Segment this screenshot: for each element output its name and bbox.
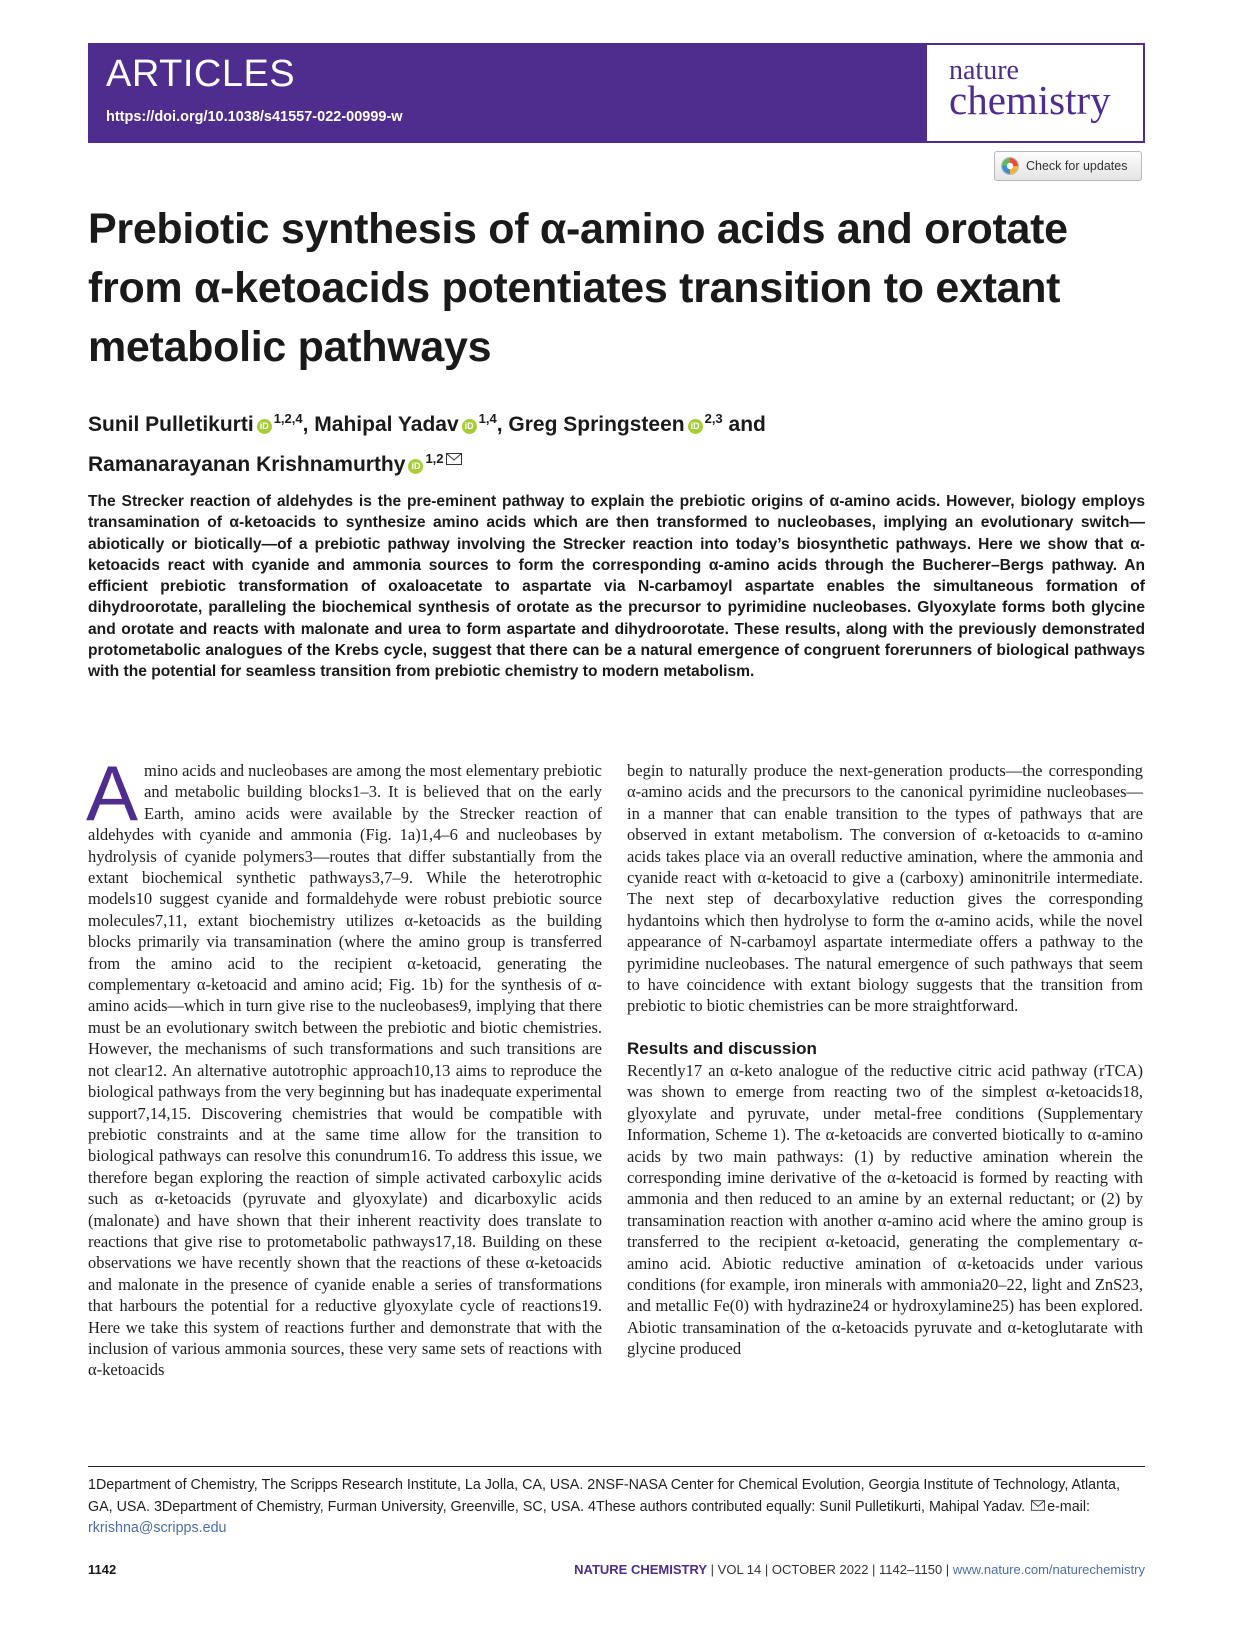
orcid-icon[interactable]: iD: [688, 419, 703, 434]
dropcap: A: [86, 749, 139, 837]
footer-url-link[interactable]: www.nature.com/naturechemistry: [952, 1562, 1145, 1577]
journal-logo-line1: nature: [949, 55, 1019, 86]
crossmark-icon: [1001, 157, 1019, 175]
running-footer: [574, 1562, 1145, 1577]
check-for-updates-button[interactable]: [994, 151, 1142, 181]
body-column-left: [86, 749, 602, 1381]
article-header-band: [88, 43, 1145, 143]
author-name[interactable]: Mahipal Yadav: [314, 413, 459, 436]
email-link[interactable]: rkrishna@scripps.edu: [88, 1520, 227, 1536]
abstract: The Strecker reaction of aldehydes is the pre-eminent pathway to explain the prebiotic origins of α-amino acids. However, biology employs transamination of α-ketoacids to synthesize amino acids which are then transformed to nucleobases, implying an evolutionary switch—abiotically or biotically—of a prebiotic pathway involving the Strecker reaction into today’s biosynthetic pathways. Here we show that α-ketoacids react with cyanide and ammonia sources to form the corresponding α-amino acids through the Bucherer–Bergs pathway. An efficient prebiotic transformation of oxaloacetate to aspartate via N-carbamoyl aspartate enables the simultaneous formation of dihydroorotate, paralleling the biochemical synthesis of orotate as the precursor to pyrimidine nucleobases. Glyoxylate forms both glycine and orotate and reacts with malonate and urea to form aspartate and dihydroorotate. These results, along with the previously demonstrated protometabolic analogues of the Krebs cycle, suggest that there can be a natural emergence of congruent forerunners of biological pathways with the potential for seamless transition from prebiotic chemistry to modern metabolism.: [88, 493, 1145, 681]
author-name[interactable]: Greg Springsteen: [508, 413, 685, 436]
journal-logo-box: [927, 45, 1143, 141]
author-name[interactable]: Ramanarayanan Krishnamurthy: [88, 453, 406, 476]
body-column-right: [627, 760, 1143, 1360]
body-paragraph: mino acids and nucleobases are among the most elementary prebiotic and metabolic building blocks1–3. It is believed that on the early Earth, amino acids were available by the Strecker reaction of aldehydes with cyanide and ammonia (Fig. 1a)1,4–6 and nucleobases by hydrolysis of cyanide polymers3—routes that differ substantially from the extant biochemical synthetic pathways3,7–9. While the heterotrophic models10 suggest cyanide and formaldehyde were robust prebiotic source molecules7,11, extant biochemistry utilizes α-ketoacids as the building blocks primarily via transamination (where the amino group is transferred from the amino acid to the recipient α-ketoacid, generating the complementary α-ketoacid and amino acid; Fig. 1b) for the synthesis of α-amino acids—which in turn give rise to the nucleobases9, implying that there must be an evolutionary switch between the prebiotic and biotic chemistries. However, the mechanisms of such transformations and such transitions are not clear12. An alternative autotrophic approach10,13 aims to reproduce the biological pathways from the very beginning but has inadequate experimental support7,14,15. Discovering chemistries that would be compatible with prebiotic constraints and at the same time allow for the transition to biological pathways can resolve this conundrum16. To address this issue, we therefore began exploring the reaction of simple activated carboxylic acids such as α-ketoacids (pyruvate and glyoxylate) and dicarboxylic acids (malonate) and have shown that their inherent reactivity does translate to reactions that give rise to protometabolic pathways17,18. Building on these observations we have recently shown that the reactions of these α-ketoacids and malonate in the presence of cyanide enable a series of transformations that harbours the potential for a reductive glyoxylate cycle of reactions19. Here we take this system of reactions further and demonstrate that with the inclusion of various ammonia sources, these very same sets of reactions with α-ketoacids: [88, 761, 602, 1380]
orcid-icon[interactable]: iD: [257, 419, 272, 434]
author-affiliation: 1,4: [478, 411, 497, 426]
author-affiliation: 1,2,4: [273, 411, 303, 426]
journal-logo-line2: chemistry: [949, 77, 1111, 124]
section-heading: Results and discussion: [627, 1038, 817, 1058]
email-label: e-mail:: [1047, 1498, 1090, 1515]
body-paragraph: Recently17 an α-keto analogue of the reductive citric acid pathway (rTCA) was shown to emerge from reacting two of the simplest α-ketoacids18, glyoxylate and pyruvate, under metal-free conditions (Supplementary Information, Scheme 1). The α-ketoacids are converted biotically to α-amino acids by two main pathways: (1) by reductive amination wherein the corresponding imine derivative of the α-ketoacid is formed by reacting with ammonia and then reduced to an amine by an external reductant; or (2) by transamination reaction with another α-amino acid where the amino group is transferred to the recipient α-ketoacid, generating the complementary α-amino acid. Abiotic reductive amination of α-ketoacids under various conditions (for example, iron minerals with ammonia20–22, light and ZnS23, and metallic Fe(0) with hydrazine24 or hydroxylamine25) has been explored. Abiotic transamination of the α-ketoacids pyruvate and α-ketoglutarate with glycine produced: [627, 1060, 1143, 1359]
envelope-icon[interactable]: [446, 442, 462, 454]
footnote-divider: [88, 1466, 1145, 1467]
author-affiliation: 1,2: [425, 451, 444, 466]
affiliations-text: 1Department of Chemistry, The Scripps Research Institute, La Jolla, CA, USA. 2NSF-NASA Center for Chemical Evolution, Georgia Institute of Technology, Atlanta, GA, USA. 3Department of Chemistry, Furman University, Greenville, SC, USA. 4These authors contributed equally: Sunil Pulletikurti, Mahipal Yadav.: [88, 1477, 1120, 1515]
author-name[interactable]: Sunil Pulletikurti: [88, 413, 254, 436]
doi-link[interactable]: https://doi.org/10.1038/s41557-022-00999-w: [106, 109, 403, 125]
author-affiliation: 2,3: [704, 411, 723, 426]
author-list: Sunil Pulletikurti iD $^{1,2,4}$, Mahipal Yadav iD $^{1,4}$, Greg Springsteen iD $^{2,3}$ and Ramanarayanan Krishnamurthy iD $^{1,2}$: [88, 411, 766, 476]
section-label: ARTICLES: [106, 53, 296, 95]
body-paragraph: begin to naturally produce the next-generation products—the corresponding α-amino acids and the precursors to the canonical pyrimidine nucleobases—in a manner that can enable transition to the types of pathways that are observed in extant metabolism. The conversion of α-ketoacids to α-amino acids takes place via an overall reductive amination, where the ammonia and cyanide react with α-ketoacid to give a (carboxy) aminonitrile intermediate. The next step of decarboxylative reduction gives the corresponding hydantoins which then hydrolyse to form the α-amino acids, while the novel appearance of N-carbamoyl aspartate intermediate offers a pathway to the pyrimidine nucleobases. The natural emergence of such pathways that seem to have coincidence with extant biology suggests that the transition from prebiotic to biotic chemistries can be more straightforward.: [627, 761, 1143, 1016]
envelope-icon: [1031, 1497, 1047, 1509]
author-conjunction: and: [728, 413, 766, 436]
footnotes: [88, 1475, 1145, 1540]
orcid-icon[interactable]: iD: [408, 459, 423, 474]
check-for-updates-label: Check for updates: [1026, 159, 1128, 173]
footer-issue: | VOL 14 | OCTOBER 2022 | 1142–1150 |: [710, 1562, 950, 1577]
footer-journal-name: NATURE CHEMISTRY: [574, 1562, 708, 1577]
page-number: 1142: [88, 1562, 117, 1577]
orcid-icon[interactable]: iD: [462, 419, 477, 434]
journal-logo: [949, 55, 1111, 124]
article-title: Prebiotic synthesis of α-amino acids and orotate from α-ketoacids potentiates transition to extant metabolic pathways: [88, 205, 1068, 371]
